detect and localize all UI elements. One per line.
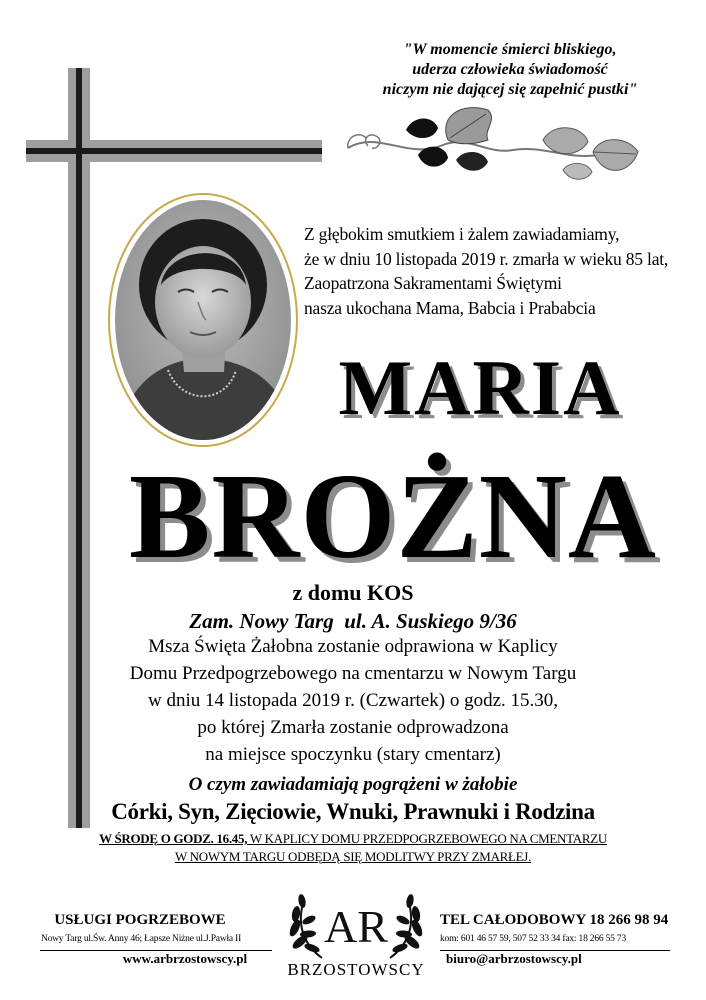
laurel-logo-icon: [282, 880, 430, 962]
funeral-services-address: Nowy Targ ul.Św. Anny 46; Łapsze Niżne ul.J.Pawła II: [40, 934, 242, 944]
funeral-mass-text: [0, 633, 706, 768]
cross-inner-horizontal: [26, 148, 322, 154]
phone-24h: TEL CAŁODOBOWY 18 266 98 94: [440, 912, 669, 928]
mass-line: na miejsce spoczynku (stary cmentarz): [205, 744, 501, 765]
mass-line: w dniu 14 listopada 2019 r. (Czwartek) o godz. 15.30,: [147, 690, 558, 711]
website-link[interactable]: www.arbrzostowscy.pl: [122, 951, 248, 966]
logo-letters: AR: [324, 901, 388, 952]
residence-address: Zam. Nowy Targ ul. A. Suskiego 9/36: [189, 609, 517, 633]
funeral-services-title: USŁUGI POGRZEBOWE: [54, 912, 226, 928]
prayer-time: W ŚRODĘ O GODZ. 16.45,: [99, 831, 248, 846]
intro-line: że w dniu 10 listopada 2019 r. zmarła w wieku 85 lat,: [304, 248, 669, 269]
prayer-line-2: [0, 848, 706, 866]
prayer-place: W KAPLICY DOMU PRZEDPOGRZEBOWEGO NA CMENTARZU: [247, 831, 607, 846]
mass-line: Domu Przedpogrzebowego na cmentarzu w Nowym Targu: [129, 663, 577, 684]
company-name: BRZOSTOWSCY: [287, 960, 425, 979]
announcement: O czym zawiadamiają pogrążeni w żałobie: [188, 774, 518, 795]
quote-line: uderza człowieka świadomość: [412, 61, 608, 78]
portrait-photo: [106, 190, 300, 450]
leaf-ornament-icon: [338, 100, 648, 190]
last-name: BROŻNA: [129, 449, 657, 584]
quote: [340, 40, 680, 100]
first-name: MARIA: [338, 344, 622, 431]
mass-line: po której Zmarła zostanie odprowadzona: [197, 717, 509, 738]
email-link[interactable]: biuro@arbrzostowscy.pl: [446, 951, 582, 966]
intro-text: [304, 222, 704, 320]
intro-line: Zaopatrzona Sakramentami Świętymi: [304, 273, 562, 293]
mobile-fax-numbers: kom: 601 46 57 59, 507 52 33 34 fax: 18 266 55 73: [440, 934, 626, 944]
quote-line: niczym nie dającej się zapełnić pustki": [382, 81, 638, 98]
family-list: Córki, Syn, Zięciowie, Wnuki, Prawnuki i Rodzina: [111, 799, 595, 824]
prayer-detail: W NOWYM TARGU ODBĘDĄ SIĘ MODLITWY PRZY ZMARŁEJ.: [174, 849, 532, 864]
prayer-line-1: [0, 830, 706, 848]
intro-line: Z głębokim smutkiem i żalem zawiadamiamy,: [304, 224, 620, 244]
intro-line: nasza ukochana Mama, Babcia i Prababcia: [304, 297, 596, 318]
quote-line: "W momencie śmierci bliskiego,: [403, 41, 617, 58]
prayer-notice: [0, 830, 706, 866]
mass-line: Msza Święta Żałobna zostanie odprawiona w Kaplicy: [148, 636, 558, 657]
maiden-name: z domu KOS: [292, 580, 414, 605]
